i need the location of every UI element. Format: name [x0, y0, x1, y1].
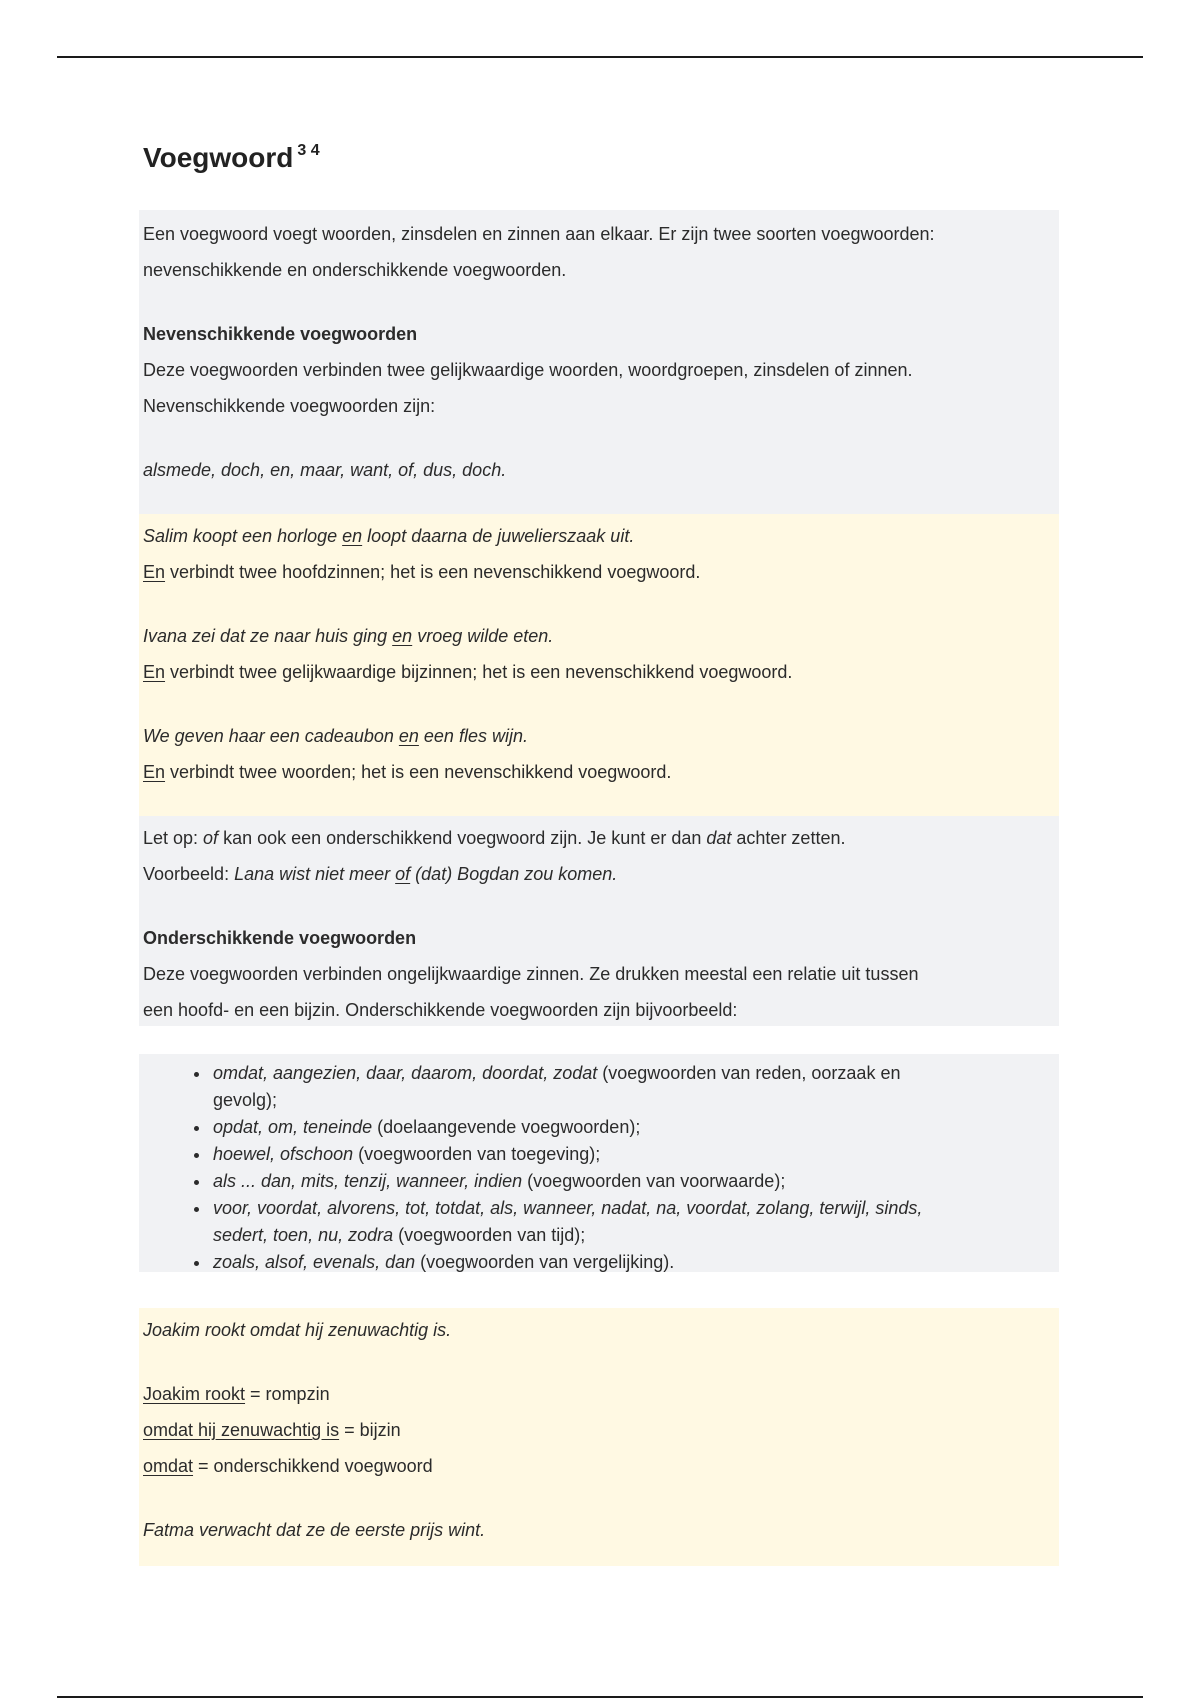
example-explanation-2: En verbindt twee gelijkwaardige bijzinnen; het is een nevenschikkend voegwoord. — [143, 662, 793, 682]
intro-box — [139, 210, 1059, 514]
analysis-voegwoord: omdat = onderschikkend voegwoord — [143, 1456, 433, 1476]
neven-heading: Nevenschikkende voegwoorden — [143, 324, 418, 344]
example-sentence-1: Salim koopt een horloge en loopt daarna de juwelierszaak uit. — [143, 526, 635, 546]
letop-line: Let op: of kan ook een onderschikkend voegwoord zijn. Je kunt er dan dat achter zetten. — [143, 828, 846, 848]
intro-line-2: nevenschikkende en onderschikkende voegwoorden. — [143, 260, 567, 280]
top-rule — [57, 56, 1143, 58]
neven-line-1: Deze voegwoorden verbinden twee gelijkwaardige woorden, woordgroepen, zinsdelen of zinnen. — [143, 360, 913, 380]
list-item: • voor, voordat, alvorens, tot, totdat, als, wanneer, nadat, na, voordat, zolang, terwijl, sinds, sedert, toen, nu, zodra (voegwoorden van tijd); — [211, 1195, 1059, 1249]
onder-line-1: Deze voegwoorden verbinden ongelijkwaardige zinnen. Ze drukken meestal een relatie uit tussen — [143, 964, 919, 984]
list-item: • zoals, alsof, evenals, dan (voegwoorden van vergelijking). — [211, 1249, 1059, 1276]
page-title: Voegwoord $^{3 4}$ — [143, 142, 320, 173]
onder-intro-box — [139, 816, 1059, 1026]
title-footnotes: 3 4 — [297, 142, 320, 159]
example-explanation-3: En verbindt twee woorden; het is een nevenschikkend voegwoord. — [143, 762, 672, 782]
example-sentence-3: We geven haar een cadeaubon en een fles wijn. — [143, 726, 528, 746]
example-sentence-2: Ivana zei dat ze naar huis ging en vroeg wilde eten. — [143, 626, 554, 646]
list-item: • hoewel, ofschoon (voegwoorden van toegeving); — [211, 1141, 1059, 1168]
list-item: • omdat, aangezien, daar, daarom, doordat, zodat (voegwoorden van reden, oorzaak en gevolg); — [211, 1060, 1059, 1114]
onder-list — [139, 1054, 1059, 1282]
intro-line-1: Een voegwoord voegt woorden, zinsdelen en zinnen aan elkaar. Er zijn twee soorten voegwoorden: — [143, 224, 935, 244]
list-item: • opdat, om, teneinde (doelaangevende voegwoorden); — [211, 1114, 1059, 1141]
letop-example: Voorbeeld: Lana wist niet meer of (dat) Bogdan zou komen. — [143, 864, 618, 884]
analysis-bijzin: omdat hij zenuwachtig is = bijzin — [143, 1420, 401, 1440]
onder-list-box — [139, 1054, 1059, 1272]
onder-line-2: een hoofd- en een bijzin. Onderschikkende voegwoorden zijn bijvoorbeeld: — [143, 1000, 738, 1020]
onder-example-box — [139, 1308, 1059, 1566]
neven-list: alsmede, doch, en, maar, want, of, dus, doch. — [143, 460, 507, 480]
neven-examples-box — [139, 514, 1059, 816]
list-item: • als ... dan, mits, tenzij, wanneer, indien (voegwoorden van voorwaarde); — [211, 1168, 1059, 1195]
bottom-rule — [57, 1696, 1143, 1698]
onder-example-sentence-2: Fatma verwacht dat ze de eerste prijs wint. — [143, 1520, 486, 1540]
analysis-rompzin: Joakim rookt = rompzin — [143, 1384, 330, 1404]
example-explanation-1: En verbindt twee hoofdzinnen; het is een nevenschikkend voegwoord. — [143, 562, 701, 582]
onder-example-sentence: Joakim rookt omdat hij zenuwachtig is. — [143, 1320, 452, 1340]
onder-heading: Onderschikkende voegwoorden — [143, 928, 417, 948]
neven-line-2: Nevenschikkende voegwoorden zijn: — [143, 396, 436, 416]
